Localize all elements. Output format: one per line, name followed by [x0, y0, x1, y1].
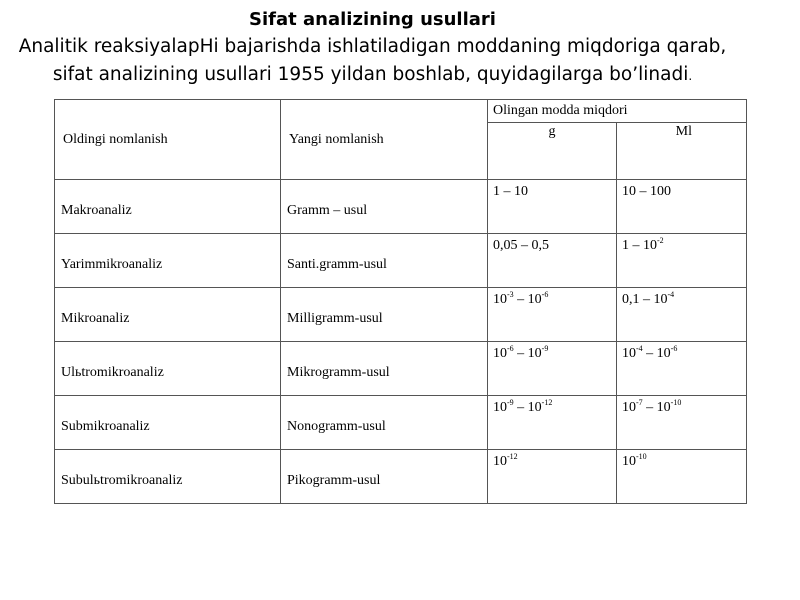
amount-g-cell — [488, 180, 617, 234]
methods-table — [54, 99, 747, 504]
value-exponent: -12 — [507, 452, 518, 461]
value-part: 0,1 – 10 — [622, 292, 668, 307]
value-exponent: -4 — [667, 290, 675, 299]
value-part: – 10 — [513, 400, 542, 415]
value-exponent: -7 — [636, 398, 643, 407]
value-exponent: -10 — [670, 398, 682, 407]
value-part: – 10 — [642, 400, 671, 415]
new-name-cell: Mikrogramm-usul — [281, 342, 488, 396]
value-exponent: -6 — [670, 344, 678, 353]
table-header-row — [55, 100, 747, 123]
header-old-name: Oldingi nomlanish — [55, 100, 281, 180]
table-row — [55, 342, 747, 396]
value-part: – 10 — [513, 292, 542, 307]
value-part: 1 – 10 — [622, 238, 657, 253]
header-unit-ml: Ml — [617, 123, 747, 180]
value-exponent: -9 — [507, 398, 514, 407]
table-row — [55, 396, 747, 450]
intro-line-2-text: sifat analizining usullari 1955 yildan boshlab, quyidagilarga bo’linadi — [52, 64, 689, 85]
amount-g-cell — [488, 234, 617, 288]
old-name-cell: Subulьtromikroanaliz — [55, 450, 281, 504]
amount-g-cell — [488, 396, 617, 450]
new-name-cell: Nonogramm-usul — [281, 396, 488, 450]
amount-ml-cell — [617, 396, 747, 450]
value-part: – 10 — [642, 346, 671, 361]
table-row — [55, 450, 747, 504]
table-row — [55, 288, 747, 342]
value-part: 10 – 100 — [622, 184, 671, 199]
old-name-cell: Yarimmikroanaliz — [55, 234, 281, 288]
header-new-name: Yangi nomlanish — [281, 100, 488, 180]
amount-g-cell — [488, 342, 617, 396]
amount-g-cell — [488, 450, 617, 504]
slide-title: Sifat analizining usullari — [249, 9, 496, 30]
value-part: 0,05 – 0,5 — [493, 238, 549, 253]
new-name-cell: Pikogramm-usul — [281, 450, 488, 504]
value-part: 10 — [622, 454, 636, 469]
value-part: 10 — [622, 400, 636, 415]
value-exponent: -4 — [636, 344, 643, 353]
value-exponent: -2 — [657, 236, 664, 245]
value-part: 10 — [493, 292, 507, 307]
table-row — [55, 180, 747, 234]
table-row — [55, 234, 747, 288]
new-name-cell: Gramm – usul — [281, 180, 488, 234]
intro-line-2 — [0, 61, 745, 90]
value-exponent: -3 — [507, 290, 514, 299]
value-exponent: -10 — [636, 452, 647, 461]
value-exponent: -6 — [541, 290, 549, 299]
new-name-cell: Milligramm-usul — [281, 288, 488, 342]
old-name-cell: Mikroanaliz — [55, 288, 281, 342]
amount-ml-cell — [617, 180, 747, 234]
amount-g-cell — [488, 288, 617, 342]
new-name-cell: Santi.gramm-usul — [281, 234, 488, 288]
amount-ml-cell — [617, 234, 747, 288]
value-part: 10 — [493, 400, 507, 415]
value-part: 10 — [622, 346, 636, 361]
intro-line-2-end: . — [688, 69, 693, 83]
header-unit-g: g — [488, 123, 617, 180]
value-part: 10 — [493, 346, 507, 361]
value-part: – 10 — [513, 346, 542, 361]
intro-text — [0, 33, 745, 90]
old-name-cell: Ulьtromikroanaliz — [55, 342, 281, 396]
header-amount: Olingan modda miqdori — [488, 100, 747, 123]
old-name-cell: Makroanaliz — [55, 180, 281, 234]
intro-line-1: Analitik reaksiyalapHi bajarishda ishlatiladigan moddaning miqdoriga qarab, — [18, 36, 727, 57]
amount-ml-cell — [617, 288, 747, 342]
value-part: 1 – 10 — [493, 184, 528, 199]
value-part: 10 — [493, 454, 507, 469]
value-exponent: -9 — [541, 344, 549, 353]
amount-ml-cell — [617, 342, 747, 396]
value-exponent: -12 — [541, 398, 553, 407]
old-name-cell: Submikroanaliz — [55, 396, 281, 450]
value-exponent: -6 — [507, 344, 514, 353]
amount-ml-cell — [617, 450, 747, 504]
